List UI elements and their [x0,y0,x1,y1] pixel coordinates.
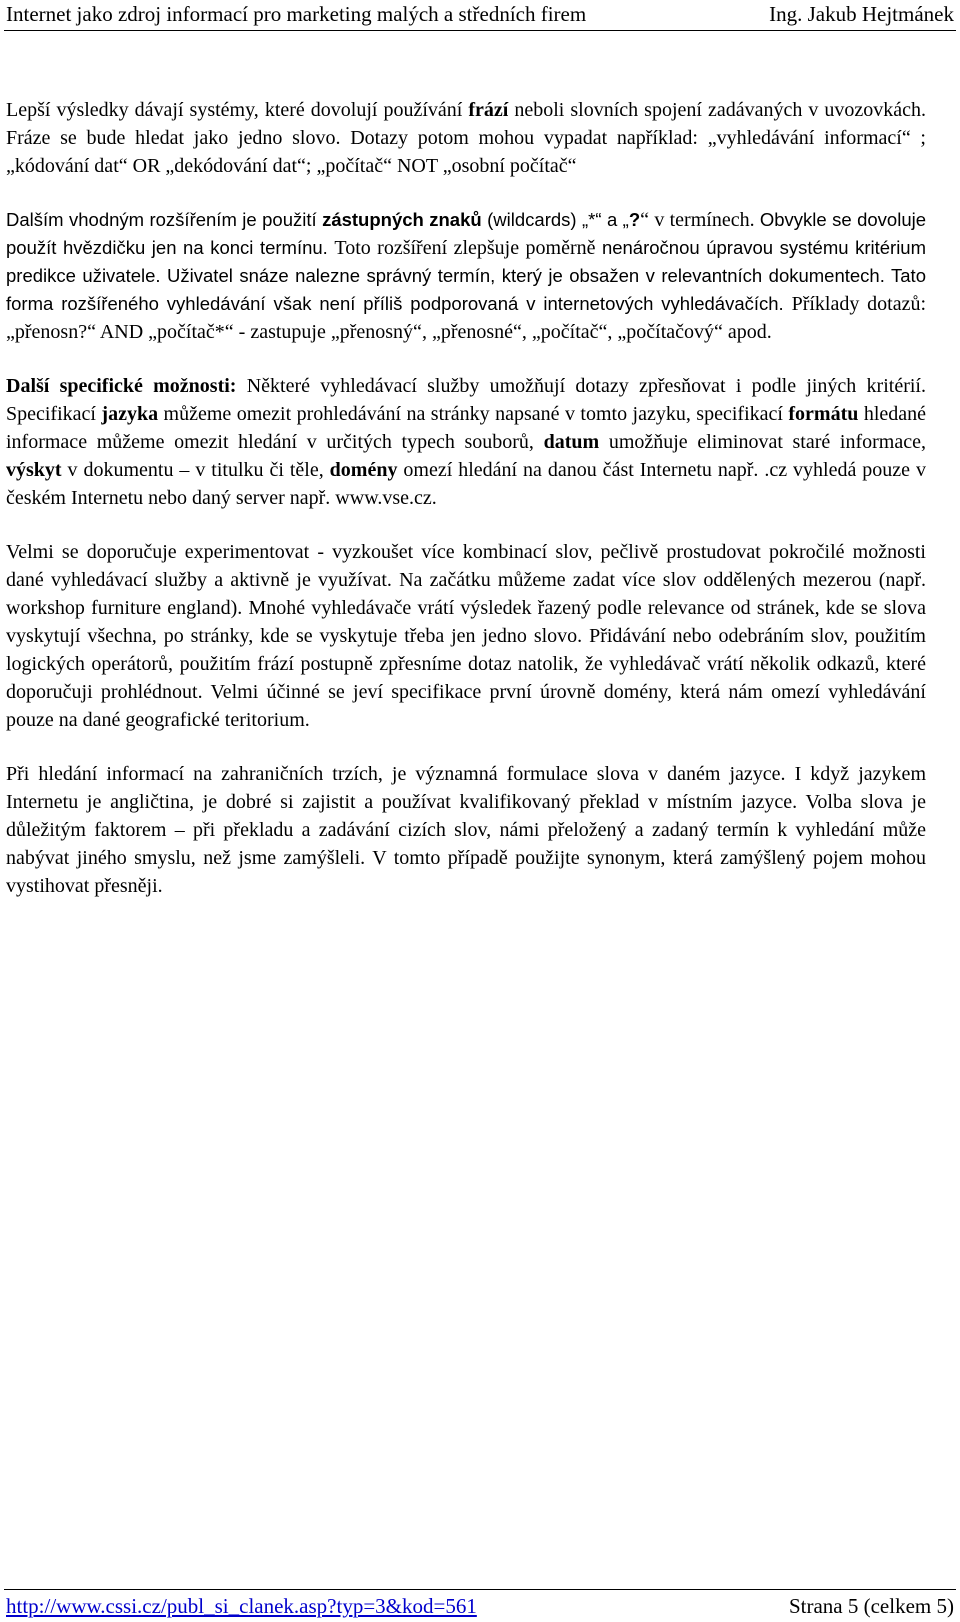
p3-bold-date: datum [543,431,600,453]
paragraph-foreign-markets: Při hledání informací na zahraničních trzích, je významná formulace slova v daném jazyce. I když jazykem Internetu je angličtina, je dobré si zajistit a používat kvalifikovaný překlad v místním jazyce. Volba slova je důležitým faktorem – při překladu a zadávání cizích slov, námi přeložený a zadaný termín k vyhledání může nabývat jiného smyslu, než jsme zamýšleli. V tomto případě použijte synonym, která zamýšlený pojem mohou vystihovat přesněji. [6,763,926,897]
page-header [4,0,956,31]
p3-bold-heading: Další specifické možnosti: [6,375,237,397]
p1-text-c: neboli slovních spojení zadávaných v uvozovkách. Fráze se bude hledat jako jedno slovo. Dotazy potom mohou vypadat například: „vyhledávání informací“ ; „kódování dat“ OR „dekódování dat“; „počítač“ NOT „osobní počítač“ [6,99,926,177]
p3-bold-language: jazyka [101,403,159,425]
footer-page-number: Strana 5 (celkem 5) [788,1594,954,1618]
document-body [6,96,926,926]
p3-text-k: v dokumentu – v titulku či těle, [61,459,330,481]
p2-text-h: Toto rozšíření zlepšuje poměrně [334,237,602,259]
p3-bold-domains: domény [329,459,398,481]
page-footer [4,1589,956,1622]
p3-text-m: omezí hledání na danou část Internetu např. .cz vyhledá pouze v českém Internetu nebo daný server např. www.vse.cz. [6,459,926,509]
p3-text-i: umožňuje eliminovat staré informace, [599,431,926,453]
p3-text-c: Specifikací [6,403,102,425]
p2-text-k: Tato forma rozšířeného vyhledávání však není příliš podporovaná v internetových vyhledávačích. [6,265,926,314]
p1-bold-phrases: frází [468,99,509,121]
p3-text-b: Některé vyhledávací služby umožňují dotazy zpřesňovat i podle jiných kritérií. [236,375,926,397]
p3-bold-format: formátu [788,403,859,425]
paragraph-specific-options [6,372,926,512]
p2-text-j: Uživatel snáze nalezne správný termín, který je obsažen v relevantních dokumentech. [167,265,892,286]
paragraph-wildcards [6,206,926,346]
p3-text-e: můžeme omezit prohledávání na stránky napsané v tomto jazyku, specifikací [158,403,789,425]
paragraph-phrases [6,96,926,180]
paragraph-experiment: Velmi se doporučuje experimentovat - vyzkoušet více kombinací slov, pečlivě prostudovat pokročilé možnosti dané vyhledávací služby a aktivně je využívat. Na začátku můžeme zadat více slov oddělených mezerou (např. workshop furniture england). Mnohé vyhledávače vrátí výsledek řazený podle relevance od stránek, kde se slova vyskytují všechna, po stránky, kde se vyskytuje třeba jen jedno slovo. Přidávání nebo odebráním slov, použitím logických operátorů, použitím frází postupně zpřesníme dotaz natolik, že vyhledávač vrátí několik odkazů, které doporučuji prohlédnout. Velmi účinné se jeví specifikace první úrovně domény, která nám omezí vyhledávání pouze na dané geografické teritorium. [6,541,926,731]
p2-text-i: nenáročnou úpravou systému kritérium predikce uživatele. [6,237,927,286]
p2-bold-wildcards: zástupných znaků [322,209,482,230]
p1-text-a: Lepší výsledky dávají systémy, které dovolují používání [6,99,469,121]
p2-text-a: Dalším vhodným rozšířením je použití [6,209,323,230]
p3-text-g: hledané informace můžeme omezit hledání v určitých typech souborů, [6,403,927,453]
p2-text-g: Obvykle se dovoluje použít hvězdičku jen na konci termínu. [6,209,927,258]
header-title: Internet jako zdroj informací pro marketing malých a středních firem [6,2,587,26]
footer-source-link[interactable]: http://www.cssi.cz/publ_si_clanek.asp?typ=3&kod=561 [6,1594,477,1618]
p3-bold-occurrence: výskyt [6,459,62,481]
header-author: Ing. Jakub Hejtmánek [769,2,954,26]
p2-text-e: “ [640,209,650,231]
p2-text-f: v termínech. [649,209,760,231]
p2-bold-question: ? [628,209,641,230]
p2-text-l: Příklady dotazů: „přenosn?“ AND „počítač*“ - zastupuje „přenosný“, „přenosné“, „počítač“, „počítačový“ apod. [6,293,927,343]
p2-text-c: (wildcards) „*“ a „ [481,209,629,230]
